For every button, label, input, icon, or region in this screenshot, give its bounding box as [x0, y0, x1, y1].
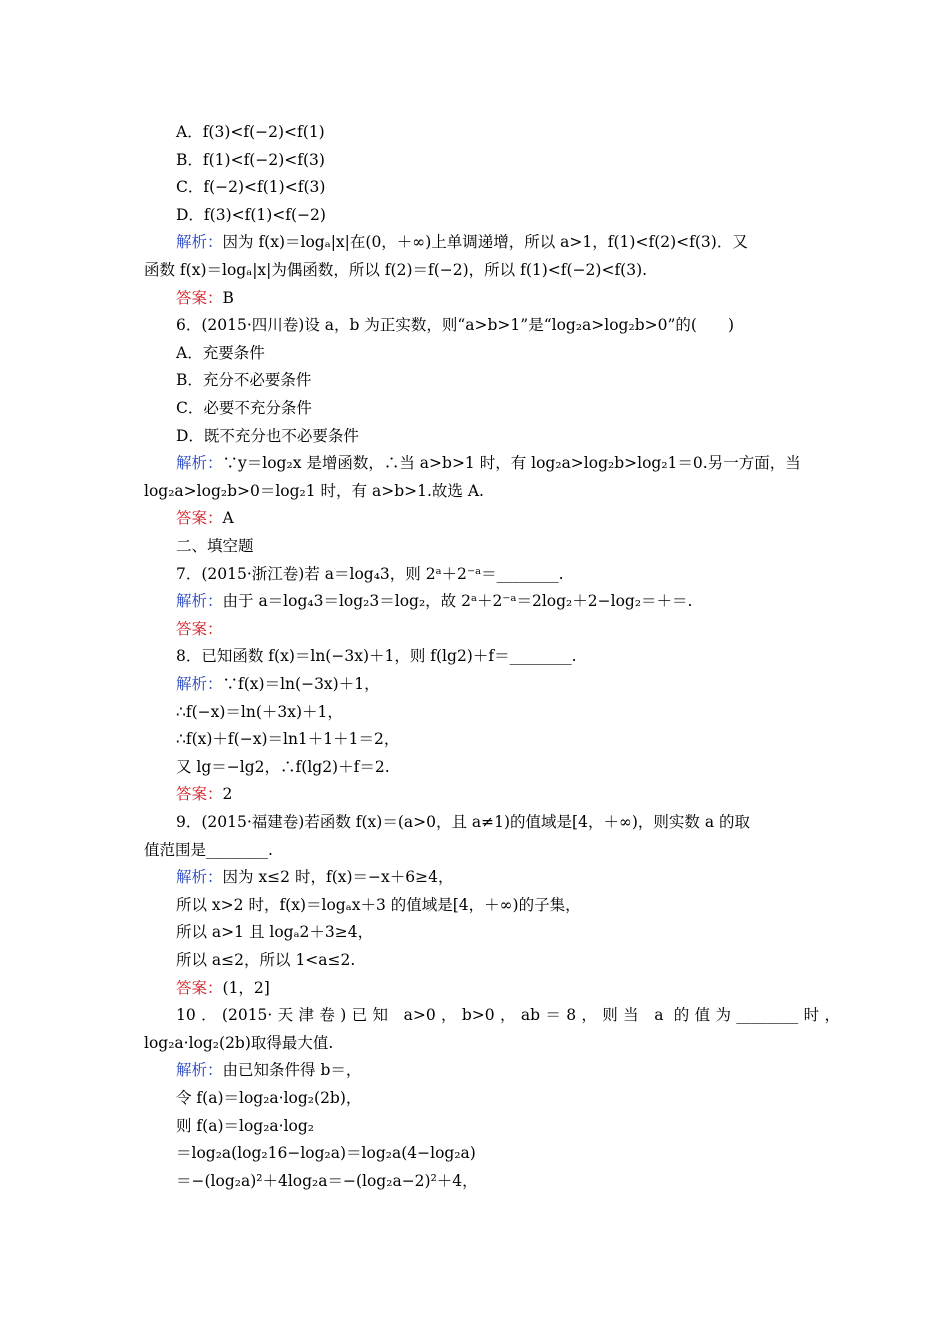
line-text: 8．已知函数 f(x)＝ln(−3x)＋1，则 f(lg2)＋f＝________. [176, 647, 577, 665]
text-line [176, 1142, 476, 1164]
line-text: D．f(3)<f(1)<f(−2) [176, 206, 326, 224]
text-line [176, 149, 325, 171]
text-line [176, 231, 748, 253]
text-line [144, 259, 647, 281]
line-text: 所以 a≤2，所以 1<a≤2. [176, 951, 356, 969]
text-line [176, 1115, 314, 1137]
line-text: 由于 a＝log₄3＝log₂3＝log₂，故 2ᵃ＋2⁻ᵃ＝2log₂＋2−log₂＝＋＝. [222, 592, 693, 610]
line-text: 所以 a>1 且 logₐ2＋3≥4， [176, 923, 374, 941]
text-line [176, 977, 270, 999]
analysis-label: 解析： [176, 1061, 223, 1079]
line-text: ＝log₂a(log₂16−log₂a)＝log₂a(4−log₂a) [176, 1144, 476, 1162]
text-line [144, 480, 484, 502]
line-text: B．f(1)<f(−2)<f(3) [176, 151, 325, 169]
line-text: 令 f(a)＝log₂a·log₂(2b)， [176, 1089, 362, 1107]
analysis-label: 解析： [176, 233, 223, 251]
line-text: 二、填空题 [176, 537, 254, 555]
line-text: 由已知条件得 b＝， [222, 1061, 362, 1079]
line-text: 2 [222, 785, 233, 803]
line-text: ＝−(log₂a)²＋4log₂a＝−(log₂a−2)²＋4， [176, 1172, 478, 1190]
answer-label: 答案： [176, 785, 223, 803]
line-text: 则 f(a)＝log₂a·log₂ [176, 1117, 315, 1135]
line-text: 9．(2015·福建卷)若函数 f(x)＝(a>0，且 a≠1)的值域是[4，＋∞)，则实数 a 的取 [176, 813, 750, 831]
text-line [176, 866, 453, 888]
text-line [176, 1004, 840, 1026]
text-line [176, 673, 380, 695]
answer-label: 答案： [176, 620, 223, 638]
text-line [176, 701, 343, 723]
text-line [144, 839, 273, 861]
text-line [176, 342, 265, 364]
text-line [176, 728, 399, 750]
text-line [144, 1032, 333, 1054]
line-text: C．f(−2)<f(1)<f(3) [176, 178, 326, 196]
line-text: ∵f(x)＝ln(−3x)＋1， [222, 675, 380, 693]
text-line [176, 314, 734, 336]
analysis-label: 解析： [176, 675, 223, 693]
line-text: B [222, 289, 234, 307]
text-line [176, 618, 223, 640]
analysis-label: 解析： [176, 454, 223, 472]
line-text: 值范围是________. [144, 841, 273, 859]
text-line [176, 1059, 361, 1081]
line-text: 因为 f(x)＝logₐ|x|在(0，＋∞)上单调递增，所以 a>1，f(1)<f(2)<f(3)．又 [222, 233, 748, 251]
text-line [176, 397, 312, 419]
line-text: 6．(2015·四川卷)设 a，b 为正实数，则“a>b>1”是“log₂a>log₂b>0”的( ) [176, 316, 734, 334]
answer-label: 答案： [176, 289, 223, 307]
line-text: A．f(3)<f(−2)<f(1) [176, 123, 325, 141]
line-text: A [222, 509, 234, 527]
analysis-label: 解析： [176, 592, 223, 610]
text-line [176, 645, 577, 667]
text-line [176, 507, 234, 529]
line-text: 7．(2015·浙江卷)若 a＝log₄3，则 2ᵃ＋2⁻ᵃ＝________. [176, 565, 564, 583]
text-line [176, 176, 325, 198]
text-line [176, 563, 564, 585]
line-text: 又 lg＝−lg2，∴f(lg2)＋f＝2. [176, 758, 390, 776]
text-line [176, 590, 692, 612]
line-text: log₂a>log₂b>0＝log₂1 时，有 a>b>1.故选 A. [144, 482, 484, 500]
answer-label: 答案： [176, 979, 223, 997]
text-line [176, 921, 373, 943]
text-line [176, 204, 326, 226]
line-text: A．充要条件 [176, 344, 265, 362]
text-line [176, 425, 359, 447]
text-line [176, 949, 355, 971]
line-text: 因为 x≤2 时，f(x)＝−x＋6≥4， [222, 868, 454, 886]
text-line [176, 369, 311, 391]
text-line [176, 452, 801, 474]
line-text: ∵y＝log₂x 是增函数，∴当 a>b>1 时，有 log₂a>log₂b>log₂1＝0.另一方面，当 [222, 454, 801, 472]
text-line [176, 894, 581, 916]
line-text: C．必要不充分条件 [176, 399, 312, 417]
line-text: B．充分不必要条件 [176, 371, 312, 389]
text-line [176, 783, 232, 805]
line-text: ∴f(x)＋f(−x)＝ln1＋1＋1＝2， [176, 730, 400, 748]
line-text: D．既不充分也不必要条件 [176, 427, 359, 445]
text-line [176, 1087, 361, 1109]
text-line [176, 121, 325, 143]
line-text: 函数 f(x)＝logₐ|x|为偶函数，所以 f(2)＝f(−2)，所以 f(1)<f(−2)<f(3). [144, 261, 648, 279]
text-line [176, 756, 390, 778]
text-line [176, 535, 254, 557]
line-text: 所以 x>2 时，f(x)＝logₐx＋3 的值域是[4，＋∞)的子集， [176, 896, 581, 914]
line-text: ∴f(−x)＝ln(＋3x)＋1， [176, 703, 343, 721]
answer-label: 答案： [176, 509, 223, 527]
line-text: log₂a·log₂(2b)取得最大值. [144, 1034, 334, 1052]
text-line [176, 287, 234, 309]
text-line [176, 1170, 478, 1192]
line-text: 10．(2015·天津卷)已知 a>0，b>0，ab＝8，则当 a 的值为________时， [176, 1006, 840, 1024]
line-text: (1，2] [222, 979, 270, 997]
analysis-label: 解析： [176, 868, 223, 886]
text-line [176, 811, 750, 833]
